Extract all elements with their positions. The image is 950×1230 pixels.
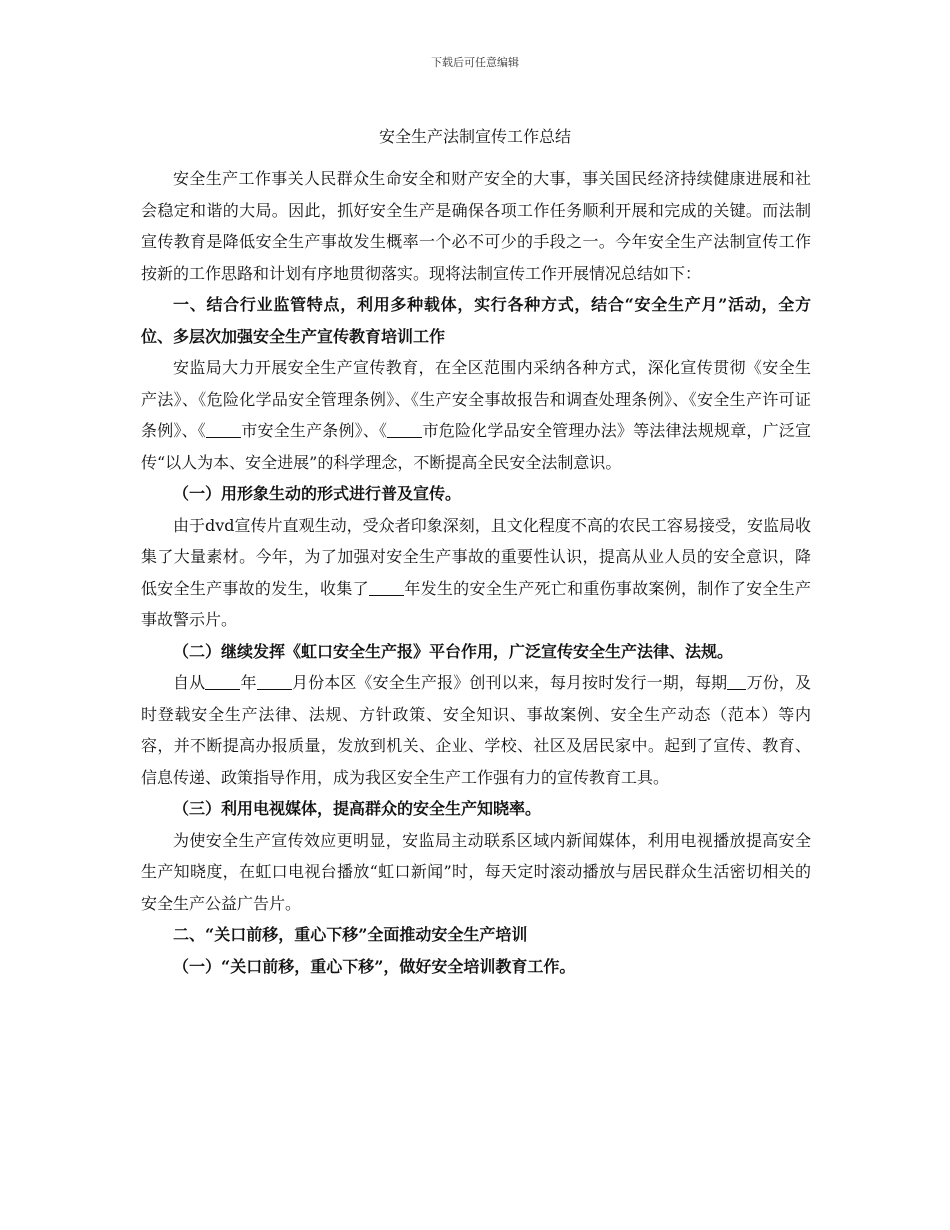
subsection-heading-2-1: （一）“关口前移，重心下移”，做好安全培训教育工作。 <box>173 956 576 976</box>
document-body <box>141 163 811 982</box>
section-1-paragraph <box>141 352 811 478</box>
section-heading-2: 二、“关口前移，重心下移”全面推动安全生产培训 <box>173 925 528 944</box>
document-title: 安全生产法制宣传工作总结 <box>378 127 571 146</box>
text-span: 市危险化学品安全管理办法》等法律法规规章，广泛宣传“以人为本、安全进展”的科学理念，不断提高全民安全法制意识。 <box>141 421 811 472</box>
blank-line <box>205 673 240 690</box>
text-span: 万份，及时登载安全生产法律、法规、方针政策、安全知识、事故案例、安全生产动态（范本）等内容，并不断提高办报质量，发放到机关、企业、学校、社区及居民家中。起到了宣传、教育、信息传递、政策指导作用，成为我区安全生产工作强有力的宣传教育工具。 <box>141 673 811 787</box>
subsection-1-2-paragraph <box>141 667 811 793</box>
subsection-heading-1-1: （一）用形象生动的形式进行普及宣传。 <box>173 484 462 503</box>
subsection-1-3-paragraph: 为使安全生产宣传效应更明显，安监局主动联系区域内新闻媒体，利用电视播放提高安全生产知晓度，在虹口电视台播放“虹口新闻”时，每天定时滚动播放与居民群众生活密切相关的安全生产公益广告片。 <box>141 830 811 913</box>
page-header: 下载后可任意编辑 <box>431 56 519 69</box>
blank-line <box>727 673 746 690</box>
text-span: 由于dvd宣传片直观生动，受众者印象深刻，且文化程度不高的农民工容易接受，安监局收集了大量素材。今年，为了加强对安全生产事故的重要性认识，提高从业人员的安全意识，降低安全生产事故的发生，收集了 <box>141 515 811 598</box>
text-span: 自从 <box>173 673 206 692</box>
blank-line <box>387 421 422 438</box>
text-span: 安监局大力开展安全生产宣传教育，在全区范围内采纳各种方式，深化宣传贯彻《安全生产法》、《危险化学品安全管理条例》、《生产安全事故报告和调查处理条例》、《安全生产许可证条例》、《 <box>141 358 811 440</box>
text-span: 年发生的安全生产死亡和重伤事故案例，制作了安全生产事故警示片。 <box>141 578 811 629</box>
blank-line <box>257 673 292 690</box>
text-span: 市安全生产条例》、《 <box>241 421 388 440</box>
intro-paragraph: 安全生产工作事关人民群众生命安全和财产安全的大事，事关国民经济持续健康进展和社会稳定和谐的大局。因此，抓好安全生产是确保各项工作任务顺利开展和完成的关键。而法制宣传教育是降低安全生产事故发生概率一个必不可少的手段之一。今年安全生产法制宣传工作按新的工作思路和计划有序地贯彻落实。现将法制宣传工作开展情况总结如下： <box>141 169 811 283</box>
subsection-heading-1-2: （二）继续发挥《虹口安全生产报》平台作用，广泛宣传安全生产法律、法规。 <box>173 641 734 661</box>
subsection-1-1-paragraph <box>141 510 811 636</box>
text-span: 月份本区《安全生产报》创刊以来，每月按时发行一期，每期 <box>291 673 728 692</box>
blank-line <box>206 421 241 438</box>
section-heading-1: 一、结合行业监管特点，利用多种载体，实行各种方式，结合“安全生产月”活动，全方位、多层次加强安全生产宣传教育培训工作 <box>141 295 811 346</box>
subsection-heading-1-3: （三）利用电视媒体，提高群众的安全生产知晓率。 <box>173 799 542 818</box>
text-span: 年 <box>240 673 257 692</box>
blank-line <box>369 579 404 596</box>
